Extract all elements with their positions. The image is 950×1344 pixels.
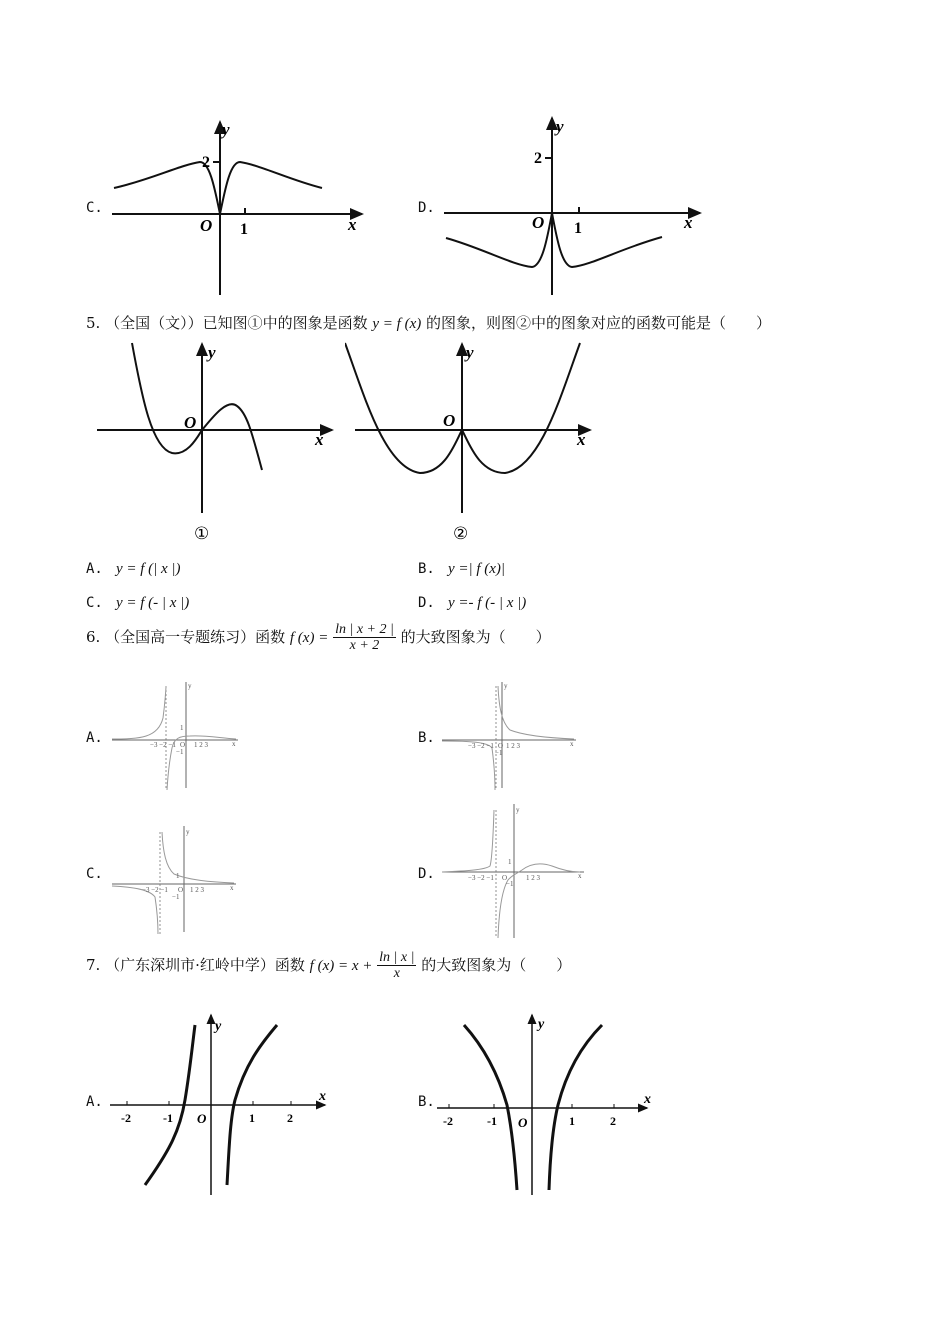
- graph-label: 1: [176, 872, 180, 880]
- graph-label: −3 −2 −1: [468, 874, 494, 882]
- q6-option-a-label[interactable]: A.: [86, 730, 103, 746]
- graph-label: O: [178, 886, 184, 894]
- q5-func: y = f (x): [372, 316, 422, 332]
- origin-label: O: [200, 216, 213, 235]
- q4-option-c-label[interactable]: C.: [86, 200, 103, 216]
- curve: [114, 162, 322, 214]
- q4-option-d-label[interactable]: D.: [418, 200, 435, 216]
- q4-graph-d: [432, 110, 707, 300]
- graph-label: 1: [569, 1114, 575, 1128]
- q7-option-b-label[interactable]: B.: [418, 1094, 435, 1110]
- tick-1: 1: [574, 220, 582, 237]
- graph-label: −1: [506, 880, 514, 888]
- graph-label: −1: [176, 748, 184, 756]
- graph-label: x: [319, 1089, 326, 1104]
- origin-label: O: [532, 213, 545, 232]
- graph-label: 2: [610, 1114, 616, 1128]
- graph-label: O: [180, 741, 186, 749]
- graph-label: y: [208, 343, 216, 362]
- q5-option-d[interactable]: D. y =- f (- | x |): [418, 595, 527, 611]
- q5-stem: [86, 312, 771, 333]
- graph-label: O: [502, 874, 508, 882]
- graph-label: −3 −2 −1: [150, 741, 176, 749]
- graph-label: −3 −2 −1: [468, 742, 494, 750]
- q7-stem: 7. （广东深圳市·红岭中学）函数 f (x) = x + $\frac{\ln | x |}{x}$ 的大致图象为（ ）: [86, 950, 572, 982]
- caption-2: ②: [453, 524, 469, 543]
- graph-label: -1: [487, 1114, 497, 1128]
- q6-graph-d: [440, 800, 588, 940]
- q6-option-b-label[interactable]: B.: [418, 730, 435, 746]
- q6-graph-c: [110, 822, 240, 937]
- tick-2: 2: [202, 154, 210, 171]
- graph-label: 1 2 3: [194, 741, 208, 749]
- graph-label: x: [578, 872, 582, 880]
- graph-label: x: [644, 1092, 651, 1107]
- graph-label: 1 2 3: [190, 886, 204, 894]
- q5-option-b[interactable]: B. y =| f (x)|: [418, 561, 506, 577]
- graph-label: x: [232, 740, 236, 748]
- graph-label: O: [518, 1115, 528, 1130]
- graph-label: -2: [443, 1114, 453, 1128]
- y-label: y: [222, 120, 230, 139]
- x-label: x: [348, 215, 357, 234]
- q7-graph-a: [105, 1010, 340, 1200]
- caption-1: ①: [194, 524, 210, 543]
- graph-label: y: [188, 682, 192, 690]
- graph-label: 2: [287, 1111, 293, 1125]
- q6-option-d-label[interactable]: D.: [418, 866, 435, 882]
- graph-label: O: [443, 411, 456, 430]
- graph-label: y: [516, 806, 520, 814]
- x-label: x: [684, 213, 693, 232]
- y-label: y: [556, 117, 564, 136]
- q5-figure-1: [92, 338, 342, 548]
- q4-graph-c: [100, 110, 370, 300]
- graph-label: -2: [121, 1111, 131, 1125]
- q5-option-a[interactable]: A. y = f (| x |): [86, 561, 181, 577]
- graph-label: y: [186, 828, 190, 836]
- q7-option-a-label[interactable]: A.: [86, 1094, 103, 1110]
- q6-stem: 6. （全国高一专题练习）函数 f (x) = $\frac{\ln | x + 2 |}{x + 2}$ 的大致图象为（ ）: [86, 622, 551, 654]
- graph-label: x: [570, 740, 574, 748]
- graph-label: x: [315, 430, 324, 449]
- graph-label: 1: [249, 1111, 255, 1125]
- graph-label: 1: [508, 858, 512, 866]
- graph-label: O: [197, 1111, 207, 1126]
- q6-graph-b: [440, 678, 582, 793]
- q5-figure-2: [345, 338, 595, 548]
- q6-graph-a: [110, 678, 245, 793]
- graph-label: 1 2 3: [506, 742, 520, 750]
- graph-label: O: [184, 413, 197, 432]
- graph-label: x: [577, 430, 586, 449]
- graph-label: −1: [172, 893, 180, 901]
- graph-label: -1: [163, 1111, 173, 1125]
- q5-number: 5.: [86, 314, 101, 332]
- q5-source: （全国（文））已知图①中的图象是函数: [105, 314, 368, 332]
- graph-label: 1 2 3: [526, 874, 540, 882]
- graph-label: y: [504, 682, 508, 690]
- q6-option-c-label[interactable]: C.: [86, 866, 103, 882]
- graph-label: y: [466, 343, 474, 362]
- tick-2: 2: [534, 150, 542, 167]
- graph-label: x: [230, 884, 234, 892]
- graph-label: O: [498, 742, 504, 750]
- q5-rest: 的图象，则图②中的图象对应的函数可能是（ ）: [426, 314, 772, 332]
- q5-option-c[interactable]: C. y = f (- | x |): [86, 595, 190, 611]
- q7-graph-b: [432, 1010, 662, 1200]
- graph-label: y: [215, 1019, 222, 1034]
- graph-label: −3 −2 −1: [142, 886, 168, 894]
- graph-label: −1: [495, 749, 503, 757]
- tick-1: 1: [240, 221, 248, 238]
- graph-label: 1: [180, 724, 184, 732]
- graph-label: y: [538, 1017, 545, 1032]
